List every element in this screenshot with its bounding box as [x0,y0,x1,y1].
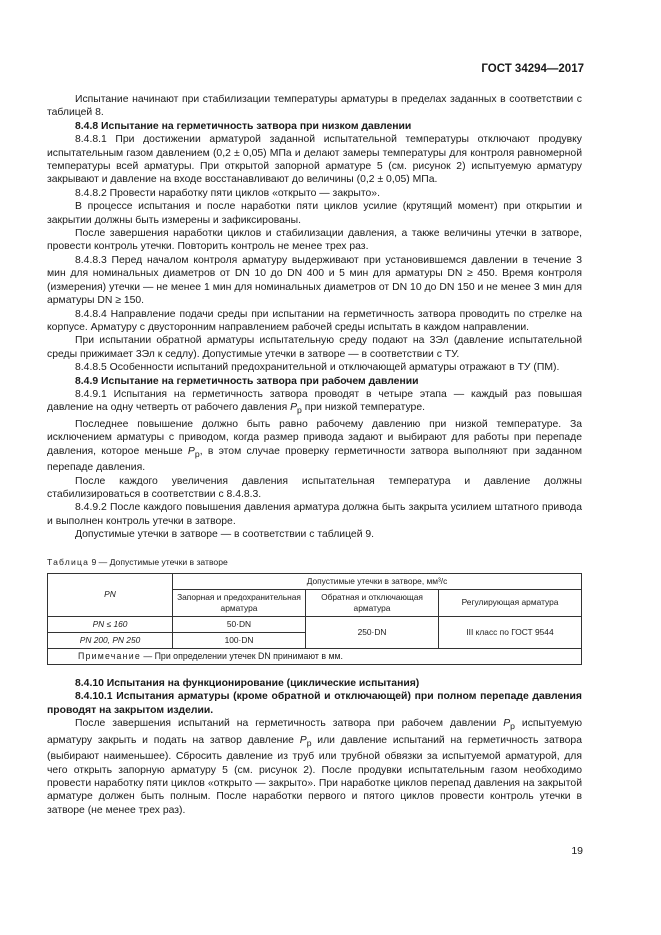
header-pn-label: PN [104,589,116,600]
cell-gate: 100·DN [173,632,306,648]
header-pn [48,573,173,616]
paragraph [47,418,582,475]
paragraph-8-4-8-1: 8.4.8.1 При достижении арматурой заданной испытательной температуры отключают продувку испытательным газом давлением (0,2 ± 0,05) МПа и делают замеры температуры для контроля равномерной температуры всей арматуры. При открытой запорной арматуре 5 (см. рисунок 2) испытуемую арматуру закрывают и давление на входе восстанавливают до величины (0,2 ± 0,05) МПа. [47,134,582,186]
paragraph [47,717,582,817]
paragraph: Испытание начинают при стабилизации температуры арматуры в пределах заданных в соответствии с таблицей 8. [47,94,582,119]
text-run: После завершения испытаний на герметичность затвора при рабочем давлении [75,718,504,730]
table-row [48,616,582,632]
paragraph: После каждого увеличения давления испытательная температура и давление должны стабилизироваться в соответствии с 8.4.8.3. [47,475,582,500]
symbol-subscript: p [297,405,302,416]
paragraph: Допустимые утечки в затворе — в соответствии с таблицей 9. [75,529,375,541]
standard-code: ГОСТ 34294—2017 [481,63,584,75]
section-heading-8-4-8: 8.4.8 Испытание на герметичность затвора при низком давлении [75,120,412,132]
section-8-4-10 [47,677,582,817]
paragraph-8-4-8-3: 8.4.8.3 Перед началом контроля арматуру выдерживают при установившемся давлении в течение 3 мин для номинальных диаметров от DN 10 до DN 400 и 5 мин для арматуры DN ≥ 450. Время контроля (измерения) утечки — не менее 1 мин для номинальных диаметров от DN 10 до DN 150 и не менее 3 мин для арматуры DN ≥ 150. [47,254,582,307]
cell-control: III класс по ГОСТ 9544 [439,616,582,648]
section-heading-8-4-10: 8.4.10 Испытания на функционирование (циклические испытания) [75,677,420,689]
text-run: при низкой температуре. [301,402,425,414]
text-run: или давление испытаний на герметичность затвора (выбирают наименьшее). Сбросить давление из труб или трубной обвязки за испытуемой арматурой, для чего открыть запорную арматуру 5 (см. рисунок 2). После продувки испытательным газом необходимо провести наработку пяти циклов «открыто — закрыто». При наработке циклов перепад давления на закрытой арматуре должен быть полным. После наработки первого и пятого циклов провести контроль утечки в затворе (не менее трех раз). [47,734,582,816]
paragraph-8-4-8-2: 8.4.8.2 Провести наработку пяти циклов «открыто — закрыто». [75,187,380,199]
paragraph-8-4-9-1 [47,388,582,418]
table-caption [47,556,582,569]
table-header-row [48,573,582,589]
page-content [47,93,582,817]
text-run: Последнее повышение должно быть равно рабочему давлению при низкой температуре. За исключением арматуры с приводом, когда размер привода задают и выбирают для работы при перепаде давления, которое меньше [47,418,582,457]
note-text: — При определении утечек DN принимают в мм. [140,650,343,661]
paragraph: В процессе испытания и после наработки пяти циклов усилие (крутящий момент) при открытии и закрытии должны быть измерены и зафиксированы. [47,201,582,226]
note-label: Примечание [78,650,141,661]
text-run: 8.4.9.1 Испытания на герметичность затвора проводят в четыре этапа — каждый раз повышая давление на одну четверть от рабочего давления [47,388,582,414]
table-note [48,648,582,664]
symbol-p: P [299,734,307,746]
cell-pn: PN ≤ 160 [48,616,173,632]
header-check: Обратная и отключающая арматура [306,589,439,616]
page-number: 19 [571,845,583,857]
table-caption-label: Таблица [47,556,90,567]
paragraph-8-4-8-4: 8.4.8.4 Направление подачи среды при испытании на герметичность затвора проводить по стрелке на корпусе. Арматуру с двусторонним направлением рабочей среды испытать в каждом направлении. [47,308,582,333]
text-run: испытуемую арматуру закрыть и подать на затвор давление [47,718,583,746]
paragraph-8-4-8-5: 8.4.8.5 Особенности испытаний предохранительной и отключающей арматуры отражают в ТУ (ПМ). [75,362,560,374]
symbol-subscript: p [194,448,200,459]
table-9 [47,573,582,665]
section-heading-8-4-10-1: 8.4.10.1 Испытания арматуры (кроме обратной и отключающей) при полном перепаде давления проводят на закрытом изделии. [47,691,582,716]
header-group-leakage: Допустимые утечки в затворе, мм³/с [173,573,582,589]
cell-gate: 50·DN [173,616,306,632]
cell-check: 250·DN [306,616,439,648]
cell-pn: PN 200, PN 250 [48,632,173,648]
header-control: Регулирующая арматура [439,589,582,616]
table-caption-text: 9 — Допустимые утечки в затворе [89,556,228,567]
section-heading-8-4-9: 8.4.9 Испытание на герметичность затвора при рабочем давлении [75,375,419,387]
symbol-subscript: p [510,721,515,732]
paragraph: При испытании обратной арматуры испытательную среду подают на 3Эл (давление испытательной среды прижимает 3Эл к седлу). Допустимые утечки в затворе — в соответствии с ТУ. [47,335,582,360]
symbol-p: P [187,445,195,457]
header-gate: Запорная и предохранительная арматура [173,589,306,616]
paragraph-8-4-9-2: 8.4.9.2 После каждого повышения давления арматура должна быть закрыта усилием штатного привода и выполнен контроль утечки в затворе. [47,502,582,527]
symbol-p: P [290,402,298,414]
symbol-p: P [503,718,511,730]
table-note-row [48,648,582,664]
symbol-subscript: p [306,737,312,748]
paragraph: После завершения наработки циклов и стабилизации давления, а также величины утечки в затворе, провести контроль утечки. Повторить контроль не менее трех раз. [47,228,582,253]
text-run: , в этом случае проверку герметичности затвора выполняют при заданном перепаде давления. [47,445,583,474]
